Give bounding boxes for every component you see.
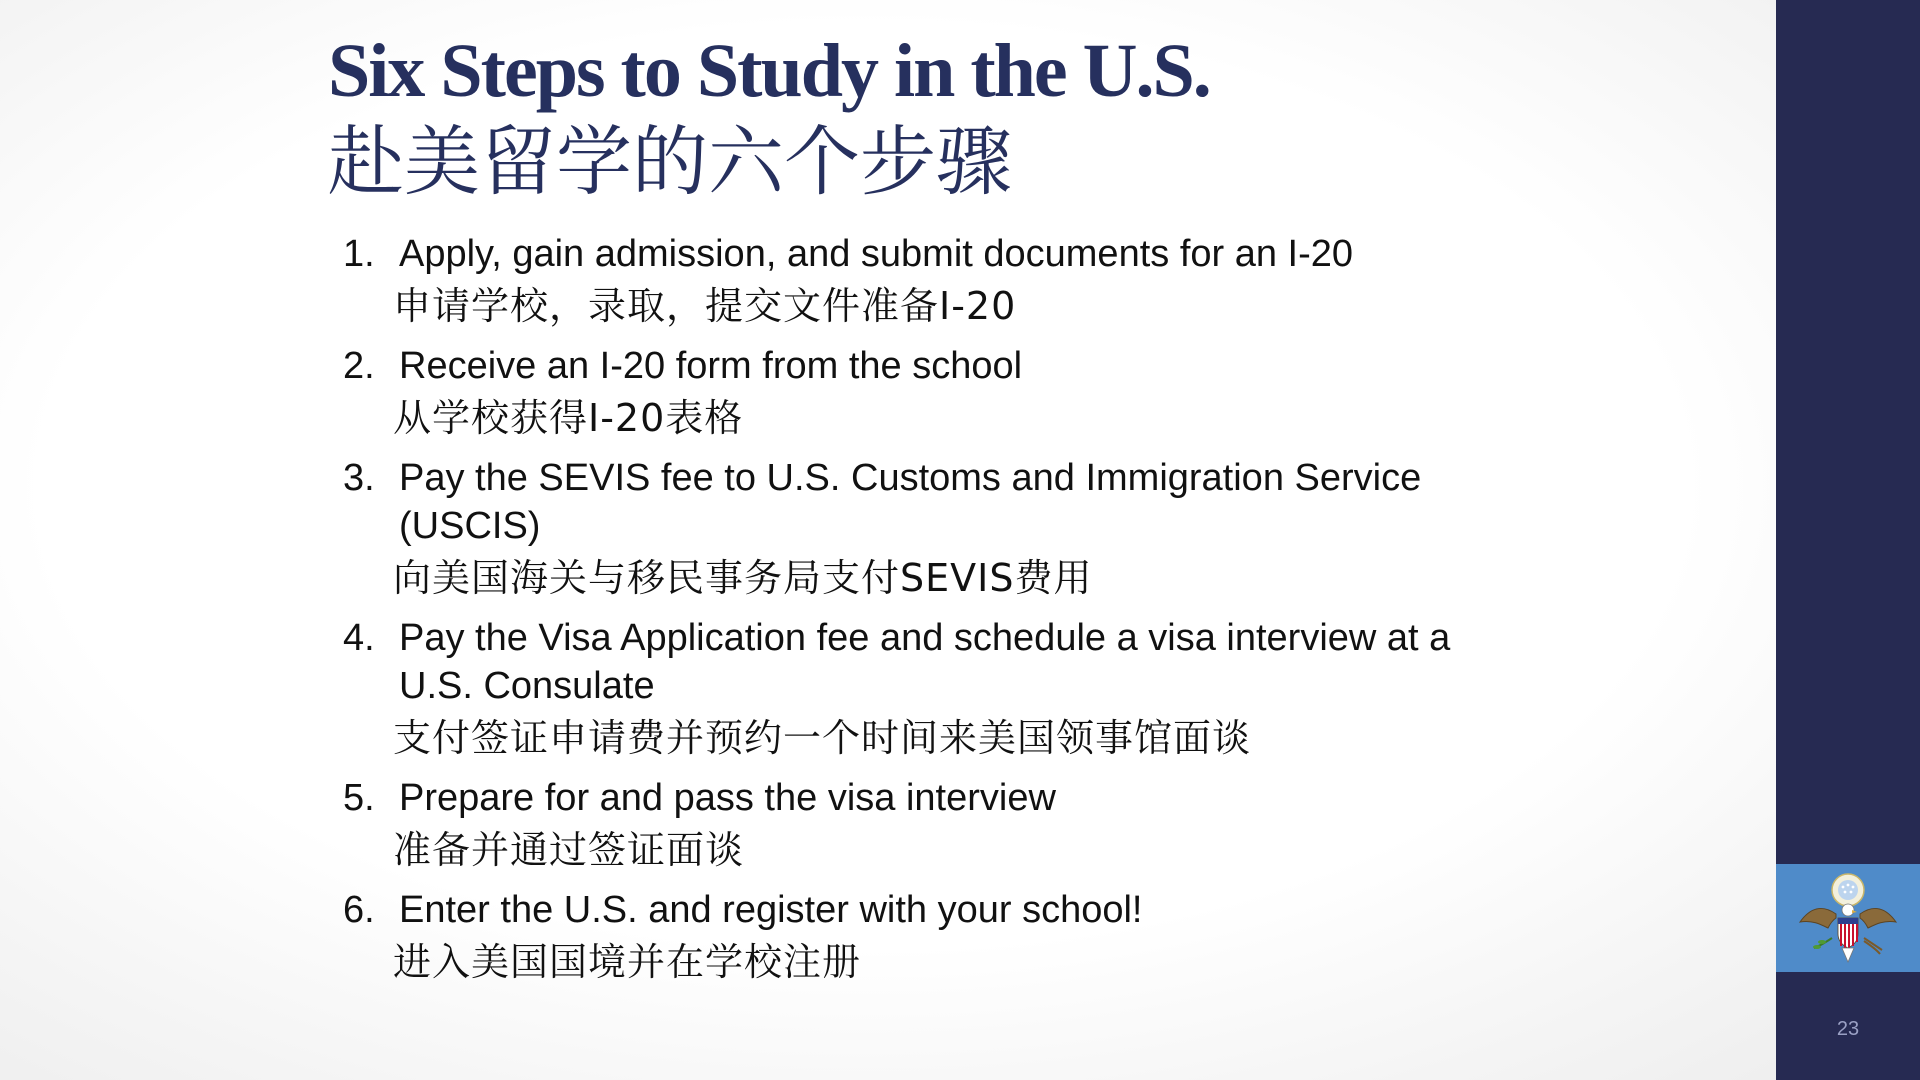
step-english: Prepare for and pass the visa interview <box>399 777 1056 819</box>
step-item-5 <box>340 774 1520 878</box>
step-english: Apply, gain admission, and submit documents for an I-20 <box>399 233 1354 275</box>
step-english: Enter the U.S. and register with your school! <box>399 889 1143 931</box>
title-english: Six Steps to Study in the U.S. <box>328 29 1210 113</box>
step-chinese: 准备并通过签证面谈 <box>393 828 745 872</box>
step-item-1 <box>340 230 1520 334</box>
step-number: 6. <box>343 889 375 931</box>
step-item-6 <box>340 886 1520 990</box>
seal-container <box>1776 864 1920 972</box>
step-item-3 <box>340 454 1520 606</box>
great-seal-icon <box>1786 868 1910 968</box>
step-chinese: 支付签证申请费并预约一个时间来美国领事馆面谈 <box>393 716 1252 760</box>
step-number: 3. <box>343 457 375 499</box>
right-sidebar <box>1776 0 1920 1080</box>
step-chinese: 从学校获得I-20表格 <box>393 396 744 440</box>
step-item-2 <box>340 342 1520 446</box>
title-chinese: 赴美留学的六个步骤 <box>328 117 1012 206</box>
steps-list <box>340 230 1520 998</box>
step-chinese: 进入美国国境并在学校注册 <box>393 940 862 984</box>
step-english: Receive an I-20 form from the school <box>399 345 1023 387</box>
step-number: 5. <box>343 777 375 819</box>
step-english: Pay the SEVIS fee to U.S. Customs and Immigration Service (USCIS) <box>399 457 1422 547</box>
step-english: Pay the Visa Application fee and schedule a visa interview at a U.S. Consulate <box>399 617 1451 707</box>
step-chinese: 向美国海关与移民事务局支付SEVIS费用 <box>393 556 1093 600</box>
slide-title <box>328 26 1628 208</box>
step-chinese: 申请学校，录取，提交文件准备I-20 <box>393 284 1017 328</box>
step-number: 2. <box>343 345 375 387</box>
page-number: 23 <box>1836 1018 1860 1040</box>
step-number: 4. <box>343 617 375 659</box>
step-number: 1. <box>343 233 375 275</box>
step-item-4 <box>340 614 1520 766</box>
